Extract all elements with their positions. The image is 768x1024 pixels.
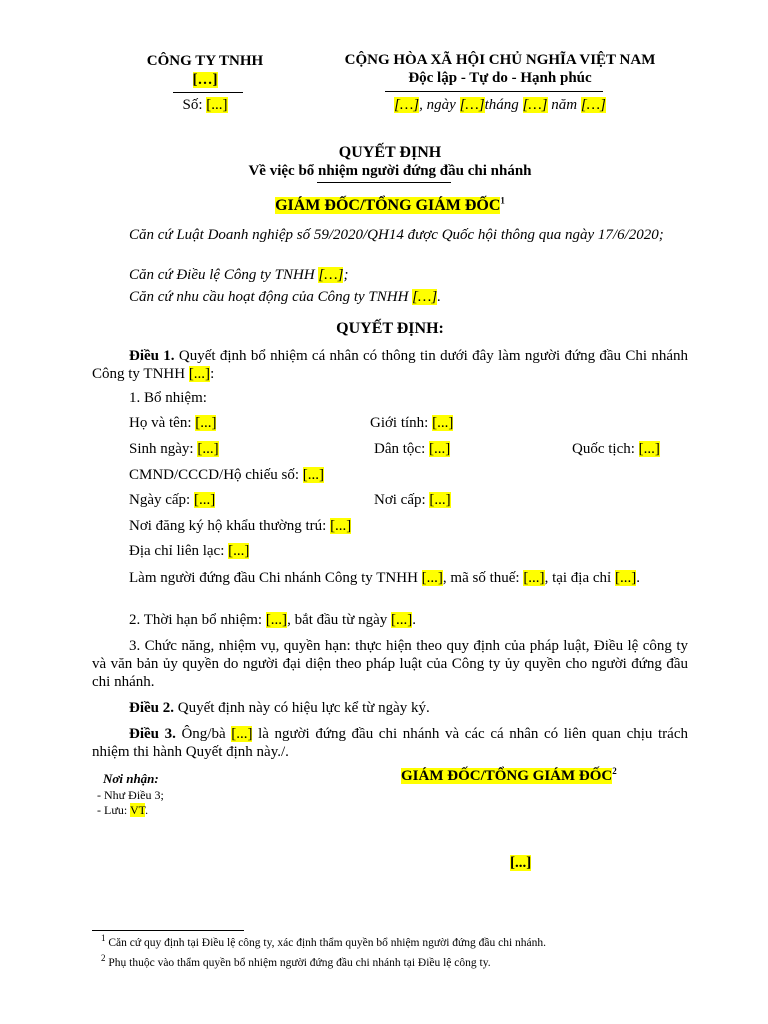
recipient-2: - Lưu: VT. (97, 803, 149, 817)
article-1: Điều 1. Quyết định bổ nhiệm cá nhân có thông tin dưới đây làm người đứng đầu Chi nhánh Công ty TNHH [...]: (92, 348, 688, 382)
field-name: Họ và tên: [...] (129, 415, 217, 431)
national-header (320, 51, 680, 87)
field-gender: Giới tính: [...] (370, 415, 454, 431)
header-left-divider (173, 92, 243, 93)
national-motto: Độc lập - Tự do - Hạnh phúc (408, 70, 592, 86)
decision-subject: Về việc bổ nhiệm người đứng đầu chi nhánh (248, 163, 532, 179)
article-2: Điều 2. Quyết định này có hiệu lực kể từ ngày ký. (129, 700, 430, 716)
footnote-ref-2: 2 (612, 766, 617, 776)
appoint-heading: 1. Bổ nhiệm: (129, 390, 207, 406)
footnote-separator (92, 930, 244, 931)
field-ethnic: Dân tộc: [...] (374, 441, 451, 457)
field-residence: Nơi đăng ký hộ khẩu thường trú: [...] (129, 518, 352, 534)
footnote-1: $^1$ Căn cứ quy định tại Điều lệ công ty, xác định thẩm quyền bổ nhiệm người đứng đầu chi nhánh. (101, 933, 547, 949)
subject-underline (317, 182, 451, 183)
field-issue-date: Ngày cấp: [...] (129, 492, 216, 508)
field-contact: Địa chỉ liên lạc: [...] (129, 543, 250, 559)
header-right-divider (385, 91, 603, 92)
authority-title: GIÁM ĐỐC/TỔNG GIÁM ĐỐC$^1$ (275, 195, 505, 214)
footnote-2: $^2$ Phụ thuộc vào thẩm quyền bổ nhiệm người đứng đầu chi nhánh tại Điều lệ công ty. (101, 953, 491, 969)
recipient-1: - Như Điều 3; (97, 788, 164, 802)
nation-title: CỘNG HÒA XÃ HỘI CHỦ NGHĨA VIỆT NAM (344, 52, 656, 68)
article-3: Điều 3. Ông/bà [...] là người đứng đầu chi nhánh và các cá nhân có liên quan chịu trách nhiệm thi hành Quyết định này./. (92, 726, 688, 760)
company-header (120, 52, 290, 90)
field-id: CMND/CCCD/Hộ chiếu số: [...] (129, 467, 325, 483)
decision-title: QUYẾT ĐỊNH (338, 144, 442, 161)
company-name: […] (192, 72, 218, 88)
field-dob: Sinh ngày: [...] (129, 441, 219, 457)
document-number-value: [...] (206, 97, 228, 113)
decision-heading: QUYẾT ĐỊNH: (336, 320, 444, 337)
document-number: Số: [...] (182, 97, 228, 113)
footnote-ref-1: 1 (500, 195, 505, 206)
company-type: CÔNG TY TNHH (146, 53, 264, 69)
basis-law: Căn cứ Luật Doanh nghiệp số 59/2020/QH14 được Quốc hội thông qua ngày 17/6/2020; (129, 227, 664, 243)
basis-charter: Căn cứ Điều lệ Công ty TNHH […]; (129, 267, 349, 283)
recipients-heading: Nơi nhận: (103, 771, 159, 786)
signature-title: GIÁM ĐỐC/TỔNG GIÁM ĐỐC$^2$ (401, 766, 617, 784)
branch-head-statement: Làm người đứng đầu Chi nhánh Công ty TNHH [...], mã số thuế: [...], tại địa chỉ [...]. (129, 570, 640, 586)
duties: 3. Chức năng, nhiệm vụ, quyền hạn: thực hiện theo quy định của pháp luật, Điều lệ công ty và văn bản ủy quyền do người đại diện theo pháp luật của Công ty ủy quyền cho người đứng đầu chi nhánh. (92, 638, 688, 690)
basis-needs: Căn cứ nhu cầu hoạt động của Công ty TNHH […]. (129, 289, 441, 305)
signer-name: [...] (510, 855, 532, 871)
appointment-term: 2. Thời hạn bổ nhiệm: [...], bắt đầu từ ngày [...]. (129, 612, 417, 628)
date-line: […], ngày […]tháng […] năm […] (394, 97, 606, 113)
field-issue-place: Nơi cấp: [...] (374, 492, 451, 508)
field-nationality: Quốc tịch: [...] (572, 441, 660, 457)
